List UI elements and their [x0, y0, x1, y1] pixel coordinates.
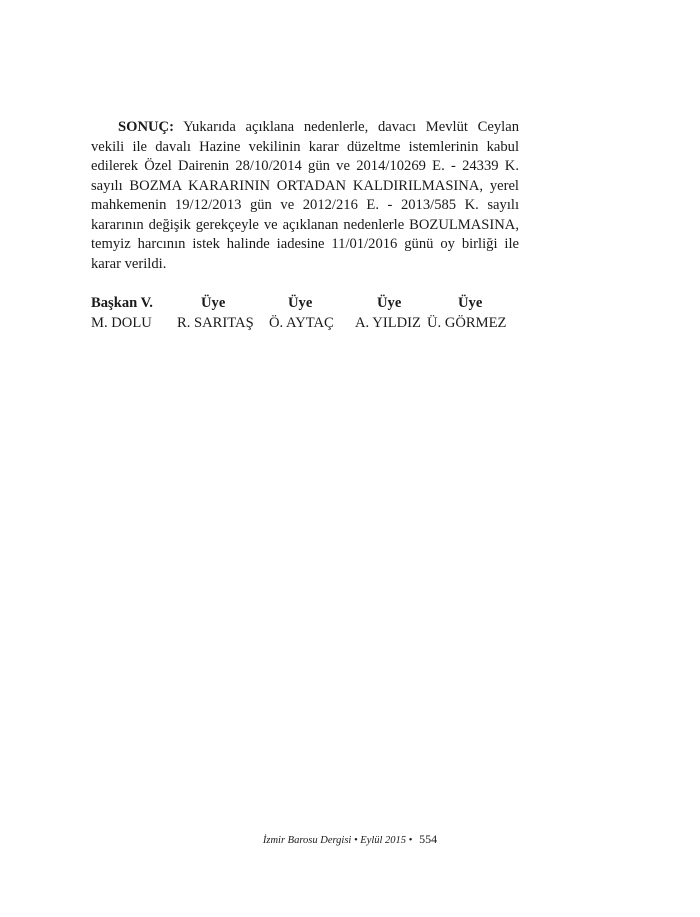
signature-name: R. SARITAŞ: [177, 315, 254, 331]
decision-text: Yukarıda açıklana nedenlerle, davacı Mevlüt Ceylan vekili ile davalı Hazine vekilinin karar düzeltme istemlerinin kabul edilerek Özel Dairenin 28/10/2014 gün ve 2014/10269 E. - 24339 K. sayılı BOZMA KARARININ ORTADAN KALDIRILMASINA, yerel mahkemenin 19/12/2013 gün ve 2012/216 E. - 2013/585 K. sayılı kararının değişik gerekçeyle ve açıklanan nedenlerle BOZULMASINA, temyiz harcının istek halinde iadesine 11/01/2016 günü oy birliği ile karar verildi.: [91, 119, 519, 272]
signature-name: Ü. GÖRMEZ: [427, 315, 507, 331]
signature-title-chair: Başkan V.: [91, 295, 153, 311]
signature-name: A. YILDIZ: [355, 315, 421, 331]
signature-title-member: Üye: [201, 295, 226, 311]
signature-name: M. DOLU: [91, 315, 152, 331]
journal-name: İzmir Barosu Dergisi • Eylül 2015 •: [262, 835, 413, 846]
signature-name: Ö. AYTAÇ: [269, 315, 334, 331]
decision-lead: SONUÇ:: [118, 119, 174, 135]
decision-paragraph: [91, 118, 519, 274]
signature-title-member: Üye: [377, 295, 402, 311]
page-number: 554: [419, 832, 438, 846]
signature-title-member: Üye: [288, 295, 313, 311]
signature-titles-row: [91, 293, 531, 313]
signature-names-row: [91, 313, 531, 333]
signature-title-member: Üye: [458, 295, 483, 311]
page-footer: [0, 832, 700, 847]
signature-block: [91, 293, 531, 333]
